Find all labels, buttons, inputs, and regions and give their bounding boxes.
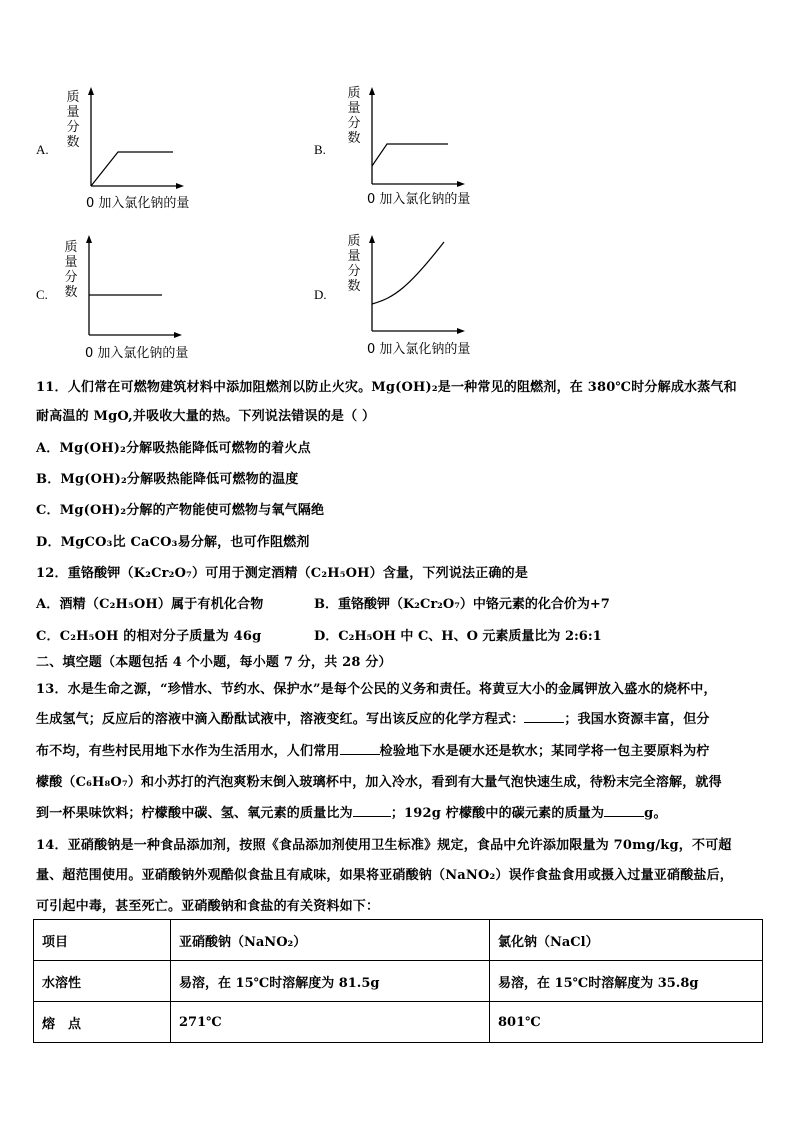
answer-blank[interactable] bbox=[524, 710, 564, 723]
graph-option-c bbox=[36, 232, 256, 362]
q12-option-d: D．C₂H₅OH 中 C、H、O 元素质量比为 2:6:1 bbox=[314, 629, 602, 644]
option-letter: C. bbox=[36, 287, 48, 302]
option-letter: B. bbox=[314, 142, 326, 157]
table-cell: 易溶，在 15℃时溶解度为 35.8g bbox=[490, 961, 763, 1002]
table-cell: 易溶，在 15℃时溶解度为 81.5g bbox=[171, 961, 490, 1002]
q13-line3: 布不均，有些村民用地下水作为生活用水，人们常用 检验地下水是硬水还是软水；某同学将一包主要原料为柠 bbox=[36, 744, 710, 759]
q13-line5: 到一杯果味饮料；柠檬酸中碳、氢、氧元素的质量比为 ；192g 柠檬酸中的碳元素的质量为 g。 bbox=[36, 806, 667, 821]
q12-option-c: C．C₂H₅OH 的相对分子质量为 46g bbox=[36, 629, 262, 644]
graph-b-curve bbox=[372, 144, 448, 166]
q11-option-c: C．Mg(OH)₂分解的产物能使可燃物与氧气隔绝 bbox=[36, 503, 325, 518]
y-axis-label: 质 量 分 数 bbox=[66, 90, 80, 150]
table-cell: 水溶性 bbox=[34, 961, 171, 1002]
q14-line2: 量、超范围使用。亚硝酸钠外观酷似食盐且有咸味，如果将亚硝酸钠（NaNO₂）误作食盐食用或摄入过量亚硝酸盐后， bbox=[36, 868, 734, 883]
option-letter: D. bbox=[314, 287, 327, 302]
graph-a-curve bbox=[91, 152, 173, 186]
q13-line4: 檬酸（C₆H₈O₇）和小苏打的汽泡爽粉末倒入玻璃杯中，加入冷水，看到有大量气泡快速生成，待粉末完全溶解，就得 bbox=[36, 775, 722, 790]
table-cell: 801℃ bbox=[490, 1002, 763, 1043]
graph-b-axes bbox=[314, 86, 534, 196]
comparison-table bbox=[33, 919, 763, 1043]
y-axis-label: 质 量 分 数 bbox=[347, 234, 361, 294]
table-row bbox=[34, 961, 763, 1002]
q13-line2: 生成氢气；反应后的溶液中滴入酚酞试液中，溶液变红。写出该反应的化学方程式： ；我国水资源丰富，但分 bbox=[36, 712, 710, 727]
graph-option-b bbox=[314, 86, 534, 211]
q11-stem-line2: 耐高温的 MgO,并吸收大量的热。下列说法错误的是（ ） bbox=[36, 409, 376, 424]
table-row bbox=[34, 1002, 763, 1043]
table-cell: 271℃ bbox=[171, 1002, 490, 1043]
option-letter: A. bbox=[36, 142, 49, 157]
q12-option-a: A．酒精（C₂H₅OH）属于有机化合物 bbox=[36, 597, 264, 612]
table-cell: 熔 点 bbox=[34, 1002, 171, 1043]
table-header-cell: 项目 bbox=[34, 920, 171, 961]
table-header-row bbox=[34, 920, 763, 961]
x-axis-label: 0 加入氯化钠的量 bbox=[367, 342, 471, 357]
x-axis-label: 0 加入氯化钠的量 bbox=[367, 192, 471, 207]
section-heading: 二、填空题（本题包括 4 个小题，每小题 7 分，共 28 分） bbox=[36, 655, 392, 670]
x-axis-label: 0 加入氯化钠的量 bbox=[86, 196, 190, 211]
q14-line3: 可引起中毒，甚至死亡。亚硝酸钠和食盐的有关资料如下： bbox=[36, 899, 380, 914]
table-header-cell: 氯化钠（NaCl） bbox=[490, 920, 763, 961]
q11-option-d: D．MgCO₃比 CaCO₃易分解，也可作阻燃剂 bbox=[36, 535, 310, 550]
graph-c-axes bbox=[36, 232, 256, 342]
answer-blank[interactable] bbox=[353, 804, 391, 817]
y-axis-label: 质 量 分 数 bbox=[347, 86, 361, 146]
graph-d-curve bbox=[372, 242, 444, 304]
graph-d-axes bbox=[314, 232, 534, 342]
y-axis-label: 质 量 分 数 bbox=[64, 240, 78, 300]
q14-line1: 14．亚硝酸钠是一种食品添加剂，按照《食品添加剂使用卫生标准》规定，食品中允许添加限量为 70mg/kg，不可超 bbox=[36, 838, 732, 853]
answer-blank[interactable] bbox=[604, 804, 644, 817]
q11-option-a: A．Mg(OH)₂分解吸热能降低可燃物的着火点 bbox=[36, 441, 311, 456]
answer-blank[interactable] bbox=[340, 742, 380, 755]
q12-option-b: B．重铬酸钾（K₂Cr₂O₇）中铬元素的化合价为+7 bbox=[314, 597, 610, 612]
q12-stem: 12．重铬酸钾（K₂Cr₂O₇）可用于测定酒精（C₂H₅OH）含量，下列说法正确的是 bbox=[36, 566, 529, 581]
graph-a-axes bbox=[36, 86, 256, 196]
q11-stem-line1: 11．人们常在可燃物建筑材料中添加阻燃剂以防止火灾。Mg(OH)₂是一种常见的阻燃剂，在 380℃时分解成水蒸气和 bbox=[36, 380, 737, 395]
table-header-cell: 亚硝酸钠（NaNO₂） bbox=[171, 920, 490, 961]
graph-option-a bbox=[36, 86, 256, 211]
q11-option-b: B．Mg(OH)₂分解吸热能降低可燃物的温度 bbox=[36, 472, 299, 487]
q13-line1: 13．水是生命之源，“珍惜水、节约水、保护水”是每个公民的义务和责任。将黄豆大小的金属钾放入盛水的烧杯中， bbox=[36, 682, 717, 697]
graph-option-d bbox=[314, 232, 534, 362]
x-axis-label: 0 加入氯化钠的量 bbox=[85, 346, 189, 361]
